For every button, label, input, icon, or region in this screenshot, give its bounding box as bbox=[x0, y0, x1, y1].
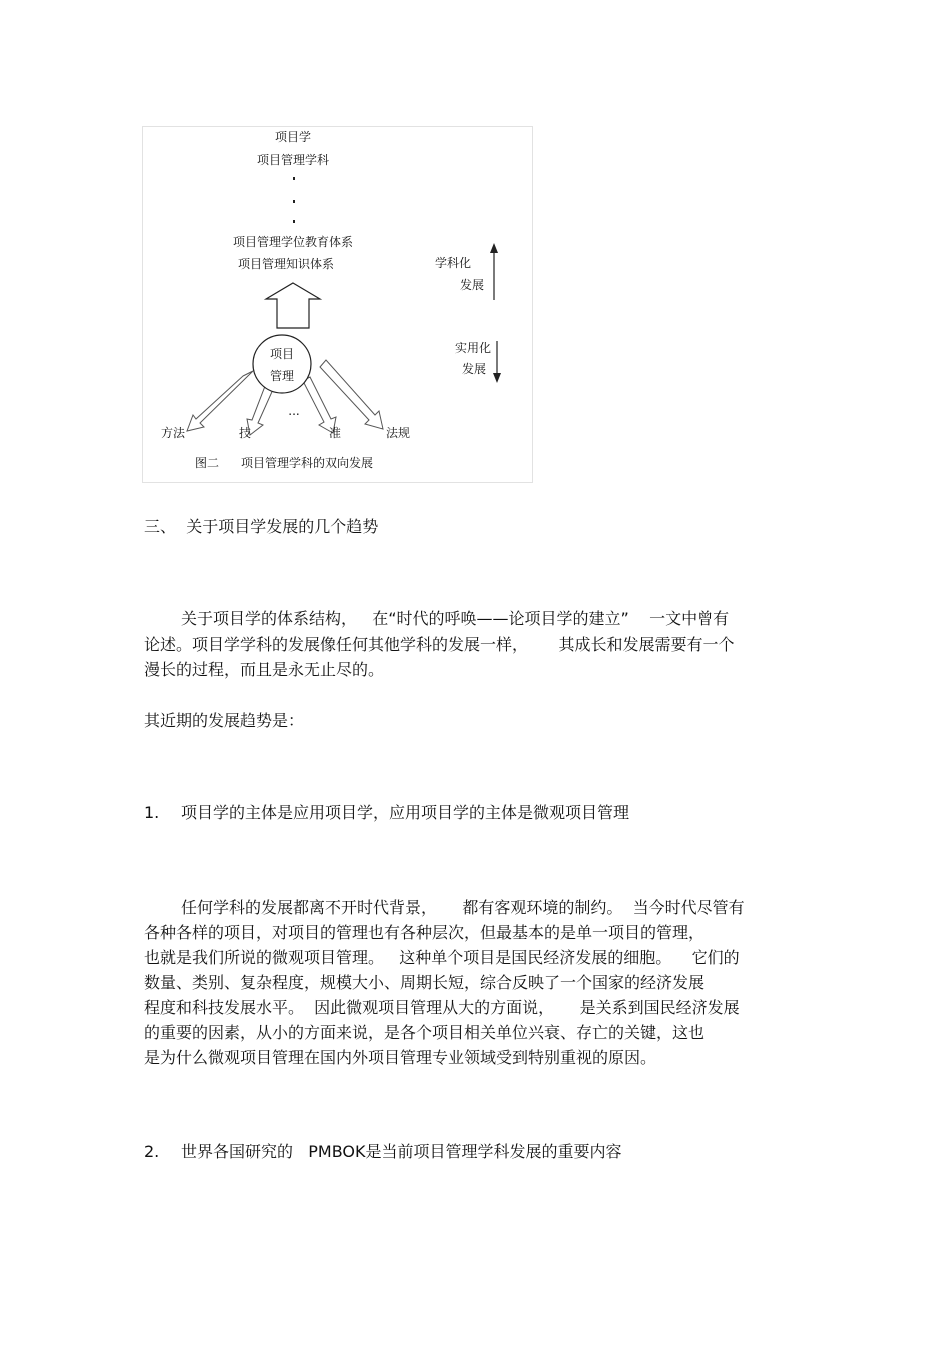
branch-label-2: 技 bbox=[239, 426, 252, 440]
list-item-2 bbox=[144, 1139, 622, 1164]
diagram-svg bbox=[143, 127, 534, 484]
up-label-2: 发展 bbox=[460, 278, 485, 292]
branch-label-1: 方法 bbox=[161, 426, 186, 440]
up-arrow-head bbox=[490, 243, 498, 253]
down-label-1: 实用化 bbox=[455, 341, 492, 355]
para3-line-1: 任何学科的发展都离不开时代背景， 都有客观环境的制约。 当今时代尽管有 bbox=[181, 898, 745, 917]
list-item-1 bbox=[144, 800, 629, 825]
section-number: 三、 bbox=[144, 517, 177, 536]
branch-arrow-mid-right bbox=[303, 377, 336, 433]
up-label-1: 学科化 bbox=[435, 256, 472, 270]
dot bbox=[293, 220, 295, 223]
circle-label-2: 管理 bbox=[269, 369, 295, 383]
para1-line-1: 关于项目学的体系结构， 在“时代的呼唤——论项目学的建立” 一文中曾有 bbox=[181, 609, 730, 628]
branch-label-4: 法规 bbox=[386, 426, 411, 440]
diagram-figure bbox=[142, 126, 533, 483]
list-item-1-number: 1. bbox=[144, 803, 160, 822]
para3-line-3: 也就是我们所说的微观项目管理。 这种单个项目是国民经济发展的细胞。 它们的 bbox=[144, 948, 740, 967]
section-heading bbox=[144, 514, 378, 539]
list-item-2-text: 世界各国研究的 PMBOK是当前项目管理学科发展的重要内容 bbox=[181, 1142, 622, 1161]
mid-label-1: 项目管理学位教育体系 bbox=[232, 235, 354, 249]
para3-line-7: 是为什么微观项目管理在国内外项目管理专业领域受到特别重视的原因。 bbox=[144, 1048, 657, 1067]
para1-line-2: 论述。项目学学科的发展像任何其他学科的发展一样， 其成长和发展需要有一个 bbox=[144, 635, 735, 654]
down-arrow-head bbox=[493, 373, 501, 383]
mid-label-2: 项目管理知识体系 bbox=[237, 257, 335, 271]
para1-line-3: 漫长的过程，而且是永无止尽的。 bbox=[144, 660, 385, 679]
dot bbox=[293, 200, 295, 203]
para3-line-4: 数量、类别、复杂程度，规模大小、周期长短，综合反映了一个国家的经济发展 bbox=[144, 973, 705, 992]
dot bbox=[293, 177, 295, 180]
branch-label-3: 准 bbox=[329, 426, 342, 440]
center-circle bbox=[253, 335, 311, 393]
caption-text: 项目管理学科的双向发展 bbox=[241, 456, 374, 470]
para2-line: 其近期的发展趋势是： bbox=[144, 711, 305, 730]
para3-line-2: 各种各样的项目，对项目的管理也有各种层次，但最基本的是单一项目的管理， bbox=[144, 923, 705, 942]
para3-line-6: 的重要的因素，从小的方面来说，是各个项目相关单位兴衰、存亡的关键，这也 bbox=[144, 1023, 705, 1042]
circle-label-1: 项目 bbox=[269, 347, 295, 361]
up-block-arrow bbox=[266, 283, 320, 328]
top-label-1: 项目学 bbox=[274, 130, 312, 144]
top-label-2: 项目管理学科 bbox=[256, 153, 330, 167]
para3-line-5: 程度和科技发展水平。 因此微观项目管理从大的方面说， 是关系到国民经济发展 bbox=[144, 998, 740, 1017]
down-label-2: 发展 bbox=[462, 362, 487, 376]
section-title: 关于项目学发展的几个趋势 bbox=[186, 517, 379, 536]
list-item-2-number: 2. bbox=[144, 1142, 160, 1161]
caption-number: 图二 bbox=[195, 456, 220, 470]
list-item-1-text: 项目学的主体是应用项目学，应用项目学的主体是微观项目管理 bbox=[181, 803, 630, 822]
ellipsis-label: ... bbox=[288, 404, 300, 418]
branch-arrow-left bbox=[187, 371, 253, 431]
